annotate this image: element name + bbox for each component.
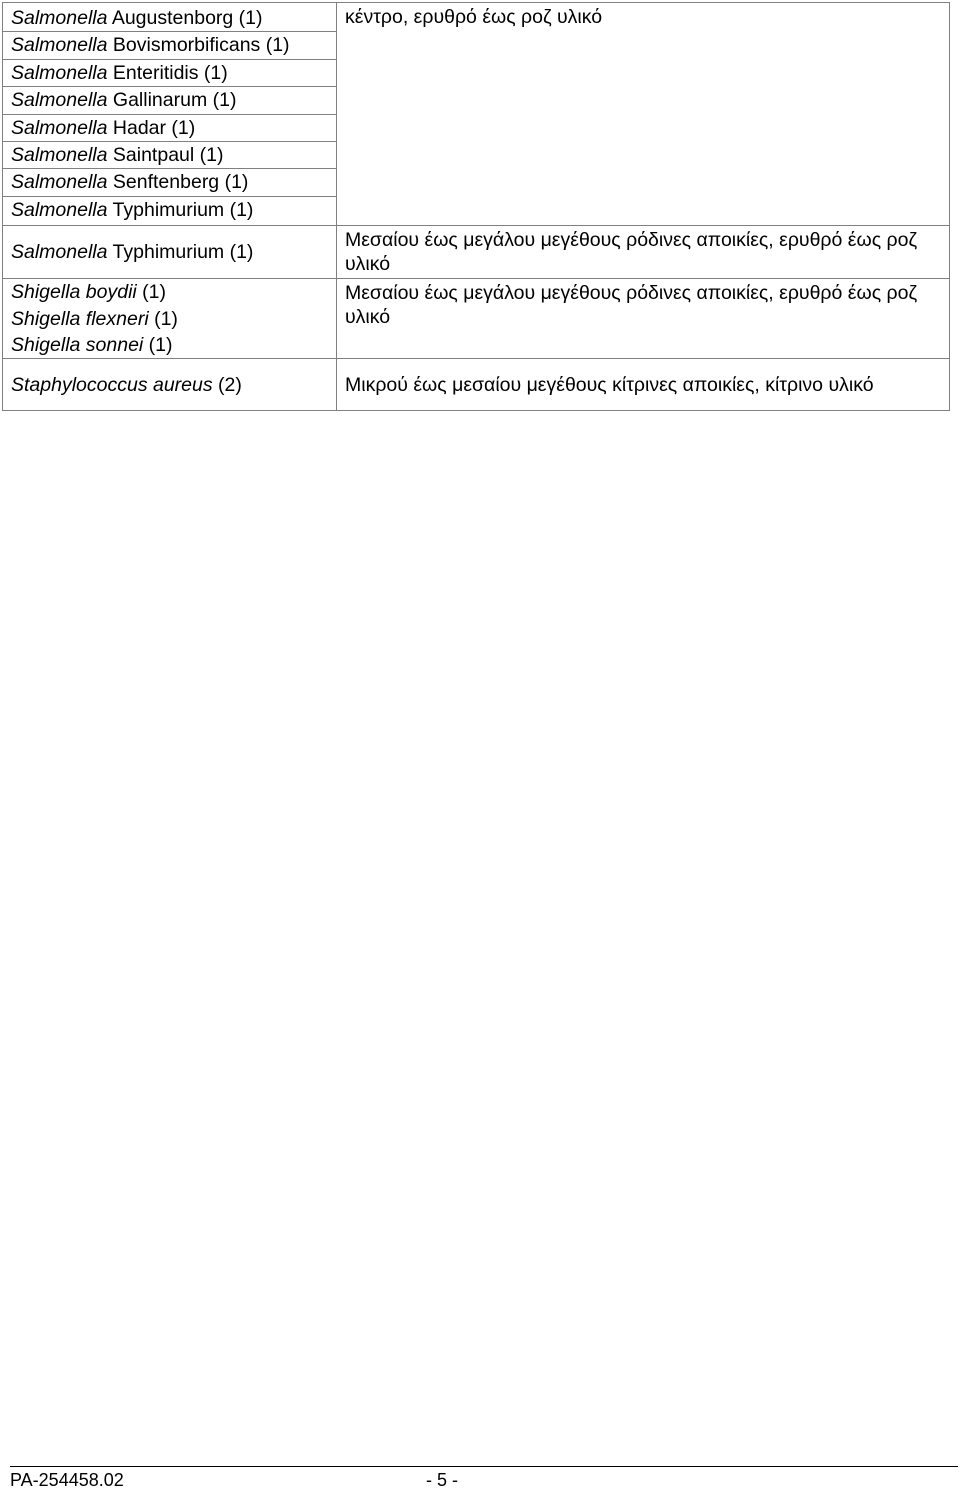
description-text: Μεσαίου έως μεγάλου μεγέθους ρόδινες αποικίες, ερυθρό έως ροζ υλικό bbox=[345, 229, 918, 276]
table-row bbox=[3, 279, 950, 359]
description-cell bbox=[337, 226, 950, 279]
page-number: - 5 - bbox=[426, 1470, 459, 1490]
organism-entry: Salmonella Senftenberg (1) bbox=[3, 169, 336, 196]
organism-cell bbox=[3, 3, 337, 226]
organism-entry: Shigella flexneri (1) bbox=[11, 307, 178, 330]
organism-cell bbox=[3, 359, 337, 411]
organism-entry: Salmonella Augustenborg (1) bbox=[3, 5, 336, 32]
description-text: Μικρού έως μεσαίου μεγέθους κίτρινες αποικίες, κίτρινο υλικό bbox=[345, 373, 874, 396]
organism-cell bbox=[3, 226, 337, 279]
organism-entry: Salmonella Typhimurium (1) bbox=[11, 198, 254, 221]
document-code: PA-254458.02 bbox=[10, 1470, 124, 1490]
organism-entry: Salmonella Hadar (1) bbox=[3, 115, 336, 142]
organism-entry: Shigella sonnei (1) bbox=[11, 333, 173, 356]
description-cell bbox=[337, 359, 950, 411]
organism-table bbox=[2, 2, 950, 411]
organism-cell bbox=[3, 279, 337, 359]
description-cell bbox=[337, 279, 950, 359]
organism-entry: Salmonella Saintpaul (1) bbox=[3, 142, 336, 169]
organism-entry: Staphylococcus aureus (2) bbox=[11, 373, 242, 396]
description-cell bbox=[337, 3, 950, 226]
description-text: κέντρο, ερυθρό έως ροζ υλικό bbox=[345, 6, 603, 28]
organism-entry: Shigella boydii (1) bbox=[11, 281, 167, 304]
organism-entry: Salmonella Enteritidis (1) bbox=[3, 60, 336, 87]
page-footer bbox=[10, 1466, 958, 1490]
description-text: Μεσαίου έως μεγάλου μεγέθους ρόδινες αποικίες, ερυθρό έως ροζ υλικό bbox=[345, 282, 918, 329]
organism-entry: Salmonella Gallinarum (1) bbox=[3, 87, 336, 114]
table-row bbox=[3, 3, 950, 226]
organism-entry: Salmonella Typhimurium (1) bbox=[11, 240, 254, 263]
table-row bbox=[3, 226, 950, 279]
table-row bbox=[3, 359, 950, 411]
organism-entry: Salmonella Bovismorbificans (1) bbox=[3, 32, 336, 59]
